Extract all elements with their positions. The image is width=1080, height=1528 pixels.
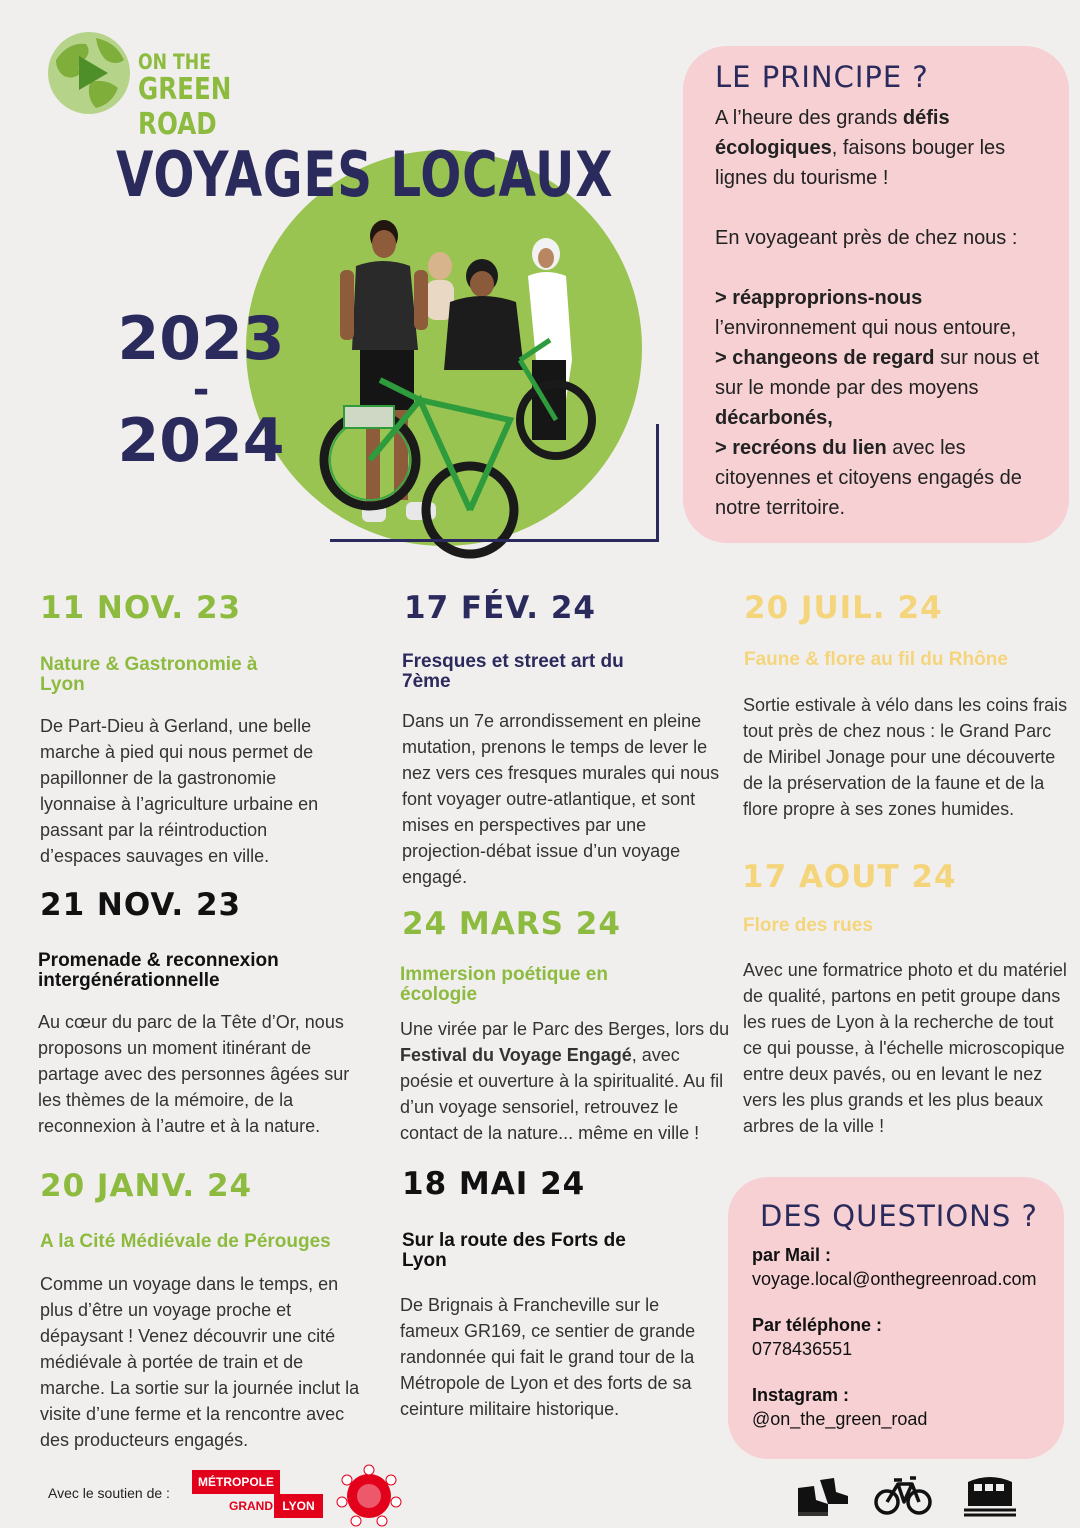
- bicycle-icon: [874, 1470, 932, 1518]
- event-description: De Brignais à Francheville sur le fameux GR169, ce sentier de grande randonnée qui fait le grand tour de la Métropole de Lyon et des forts de sa ceinture militaire historique.: [400, 1295, 696, 1419]
- phone-link[interactable]: 0778436551: [752, 1339, 853, 1359]
- cyclists-photo: [310, 210, 630, 570]
- event-description: Au cœur du parc de la Tête d’Or, nous proposons un moment itinérant de partage avec des personnes âgées sur les thèmes de la mémoire, de la reconnexion à l’autre et à la nature.: [38, 1012, 350, 1136]
- year-end: 2024: [117, 406, 285, 476]
- event-date: 20 JUIL. 24: [744, 590, 943, 626]
- contact-box: [728, 1177, 1064, 1459]
- event-title: Flore des rues: [743, 915, 873, 936]
- instagram-label: Instagram :: [752, 1385, 850, 1405]
- mail-label: par Mail :: [752, 1245, 832, 1265]
- globe-play-icon: [46, 30, 132, 116]
- event-date: 11 NOV. 23: [40, 590, 242, 626]
- event-description: Avec une formatrice photo et du matériel de qualité, partons en petit groupe dans les rues de Lyon à la recherche de tout ce qui pousse, à l'échelle microscopique entre deux pavés, ou en levant le nez vers les plus grands et les plus beaux arbres de la ville !: [743, 960, 1067, 1136]
- principle-point-1: > réapproprions-nous l’environnement qui nous entoure,: [715, 287, 1017, 339]
- event-date: 17 FÉV. 24: [404, 590, 596, 626]
- principle-point-2: > changeons de regard sur nous et sur le monde par des moyens décarbonés,: [715, 347, 1040, 429]
- frame-line-horizontal: [330, 539, 659, 542]
- mail-link[interactable]: voyage.local@onthegreenroad.com: [752, 1269, 1037, 1289]
- logo-line2: GREEN ROAD: [138, 72, 232, 142]
- metropole-lyon-logo: MÉTROPOLE GRAND LYON: [192, 1470, 323, 1518]
- event-description: Une virée par le Parc des Berges, lors du Festival du Voyage Engagé, avec poésie et ouverture à la spiritualité. Au fil d’un voyage sensoriel, retrouvez le contact de la nature... même en ville !: [400, 1019, 730, 1143]
- event-description: Sortie estivale à vélo dans les coins frais tout près de chez nous : le Grand Parc de Miribel Jonage pour une découverte de la préservation de la faune et de la flore propre à ses zones humides.: [743, 695, 1068, 819]
- event-date: 18 MAI 24: [402, 1166, 586, 1202]
- page-title: VOYAGES LOCAUX: [116, 138, 614, 211]
- logo-line1: ON THE: [138, 50, 211, 74]
- season-years: [116, 306, 286, 474]
- brand-logo: [46, 28, 276, 142]
- event-date: 24 MARS 24: [402, 906, 621, 942]
- hiking-boots-icon: [794, 1470, 852, 1518]
- event-title: Fresques et street art du 7ème: [402, 651, 624, 692]
- principle-title: LE PRINCIPE ?: [715, 60, 929, 94]
- principle-intro: A l’heure des grands défis écologiques, faisons bouger les lignes du tourisme !: [715, 107, 1006, 189]
- year-start: 2023: [117, 304, 285, 374]
- event-description: Dans un 7e arrondissement en pleine mutation, prenons le temps de lever le nez vers ces fresques murales qui nous font voyager outre-atlantique, et sont mises en perspectives par une projection-débat issue d’un voyage engagé.: [402, 711, 720, 887]
- instagram-link[interactable]: @on_the_green_road: [752, 1409, 928, 1429]
- event-title: Immersion poétique en écologie: [400, 964, 608, 1005]
- event-title: Promenade & reconnexion intergénérationnelle: [38, 950, 279, 991]
- partner-seal-icon: [336, 1464, 402, 1528]
- principle-lead: En voyageant près de chez nous :: [715, 227, 1018, 249]
- event-date: 21 NOV. 23: [40, 887, 242, 923]
- frame-line-vertical: [656, 424, 659, 542]
- event-title: Nature & Gastronomie à Lyon: [40, 654, 258, 695]
- event-title: A la Cité Médiévale de Pérouges: [40, 1231, 331, 1252]
- event-description: Comme un voyage dans le temps, en plus d’être un voyage proche et dépaysant ! Venez découvrir une cité médiévale à portée de train et de marche. La sortie sur la journée inclut la visite d’une ferme et la rencontre avec des producteurs engagés.: [40, 1274, 360, 1450]
- principle-box: [683, 46, 1069, 543]
- principle-point-3: > recréons du lien avec les citoyennes et citoyens engagés de notre territoire.: [715, 437, 1022, 519]
- event-title: Sur la route des Forts de Lyon: [402, 1230, 626, 1271]
- contact-title: DES QUESTIONS ?: [760, 1199, 1038, 1233]
- event-date: 20 JANV. 24: [40, 1168, 253, 1204]
- event-title: Faune & flore au fil du Rhône: [744, 649, 1008, 670]
- event-date: 17 AOUT 24: [742, 859, 957, 895]
- phone-label: Par téléphone :: [752, 1315, 883, 1335]
- event-description: De Part-Dieu à Gerland, une belle marche à pied qui nous permet de papillonner de la gastronomie lyonnaise à l’agriculture urbaine en passant par la réintroduction d’espaces sauvages en ville.: [40, 716, 319, 866]
- train-icon: [960, 1470, 1018, 1518]
- support-label: Avec le soutien de :: [48, 1485, 170, 1501]
- year-separator: -: [192, 367, 210, 413]
